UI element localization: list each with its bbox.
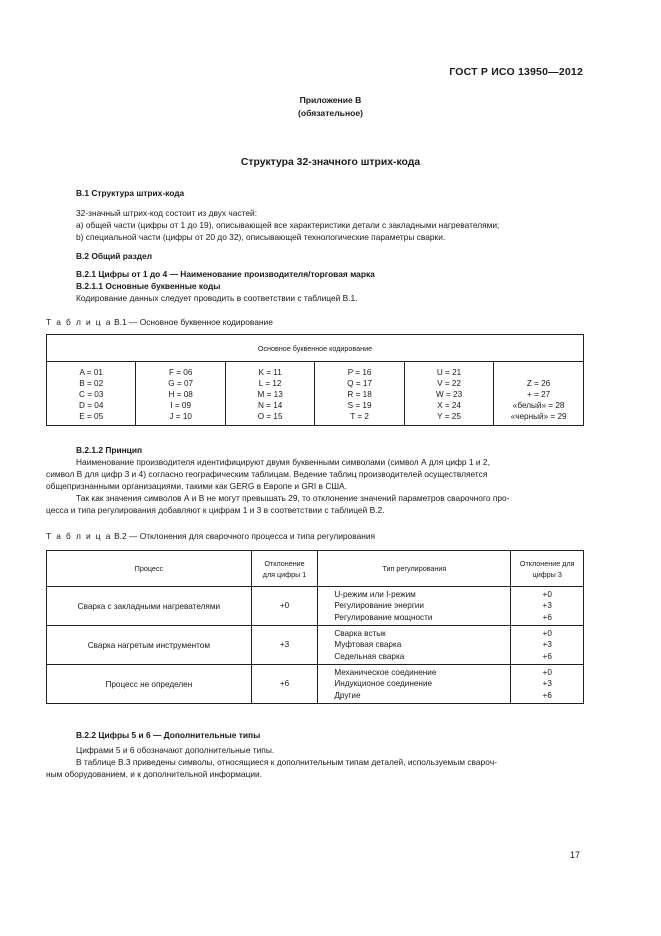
section-b212-heading: В.2.1.2 Принцип	[76, 445, 143, 455]
b1-item-a: а) общей части (цифры от 1 до 19), описывающей все характеристики детали с закладными нагревателями;	[76, 220, 500, 230]
dev3-item: +6	[542, 612, 552, 622]
process-cell: Сварка с закладными нагревателями	[47, 587, 252, 626]
b212-line-2: символ В для цифр 3 и 4) согласно географическим таблицам. Ведение таблиц производителей осуществляется	[46, 469, 488, 479]
section-b22-heading: В.2.2 Цифры 5 и 6 — Дополнительные типы	[76, 730, 261, 740]
page-number: 17	[570, 850, 581, 860]
dev3-item: +0	[542, 628, 552, 638]
dev3-item: +0	[542, 667, 552, 677]
b1-item-b: b) специальной части (цифры от 20 до 32), описывающей технологические параметры сварки.	[76, 232, 446, 242]
reg-item: Индукционое соединение	[334, 679, 433, 689]
code-cell: M = 13	[257, 389, 283, 399]
table2-header-dev1	[251, 551, 318, 587]
code-cell: P = 16	[347, 367, 372, 377]
header-line: для цифры 1	[262, 569, 307, 579]
section-b2-heading: В.2 Общий раздел	[76, 251, 153, 261]
header-line: Отклонение для	[519, 558, 575, 568]
dev1-cell: +6	[251, 665, 318, 704]
appendix-status: (обязательное)	[297, 108, 364, 118]
table1-col-5	[404, 362, 493, 426]
table1-col-3	[225, 362, 314, 426]
code-cell: T = 2	[350, 411, 369, 421]
code-cell: W = 23	[435, 389, 463, 399]
table2-caption-prefix: Т а б л и ц а	[46, 531, 112, 541]
code-cell: R = 18	[347, 389, 372, 399]
code-cell: S = 19	[347, 400, 372, 410]
dev3-item: +6	[542, 690, 552, 700]
b212-line-5: цесса и типа регулирования добавляют к цифрам 1 и 3 в соответствии с таблицей В.2.	[46, 505, 385, 515]
reg-item: Другие	[334, 690, 361, 700]
reg-item: Муфтовая сварка	[334, 640, 402, 650]
table1-caption-prefix: Т а б л и ц а	[46, 317, 112, 327]
table-row	[47, 626, 584, 665]
code-cell: A = 01	[79, 367, 103, 377]
code-cell: J = 10	[169, 411, 192, 421]
reg-item: Седельная сварка	[334, 651, 405, 661]
code-cell: O = 15	[257, 411, 283, 421]
reg-cell	[318, 626, 511, 665]
code-cell: N = 14	[257, 400, 283, 410]
reg-cell	[318, 587, 511, 626]
reg-item: Сварка встык	[334, 628, 386, 638]
dev3-cell	[511, 665, 584, 704]
table2-caption-rest: В.2 — Отклонения для сварочного процесса и типа регулирования	[114, 531, 376, 541]
dev1-cell: +0	[251, 587, 318, 626]
code-cell: + = 27	[527, 389, 551, 399]
process-cell: Сварка нагретым инструментом	[47, 626, 252, 665]
section-b21-heading: В.2.1 Цифры от 1 до 4 — Наименование производителя/торговая марка	[76, 269, 375, 279]
code-cell: K = 11	[258, 367, 282, 377]
dev3-cell	[511, 587, 584, 626]
table-row	[47, 587, 584, 626]
b22-line-2: В таблице В.3 приведены символы, относящиеся к дополнительным типам деталей, используемым сварoч-	[76, 757, 498, 767]
reg-item: Регулирование энергии	[334, 601, 424, 611]
section-b211-heading: В.2.1.1 Основные буквенные коды	[76, 281, 221, 291]
table1-col-2	[136, 362, 225, 426]
code-cell: F = 06	[168, 367, 193, 377]
dev3-item: +3	[542, 640, 552, 650]
code-cell: Y = 25	[437, 411, 461, 421]
code-cell: C = 03	[79, 389, 104, 399]
dev1-cell: +3	[251, 626, 318, 665]
reg-cell	[318, 665, 511, 704]
code-cell: U = 21	[436, 367, 462, 377]
table1-col-4	[315, 362, 404, 426]
b22-line-1: Цифрами 5 и 6 обозначают дополнительные типы.	[76, 745, 275, 755]
code-cell: E = 05	[79, 411, 104, 421]
dev3-item: +6	[542, 651, 552, 661]
document-code: ГОСТ Р ИСО 13950—2012	[449, 66, 583, 78]
code-cell: «белый» = 28	[512, 400, 565, 410]
table1-caption-rest: В.1 — Основное буквенное кодирование	[114, 317, 273, 327]
b212-line-4: Так как значения символов А и В не могут превышать 29, то отклонение значений параметров сварочного про-	[76, 493, 510, 503]
table1-col-6	[494, 362, 584, 426]
code-cell: V = 22	[437, 378, 461, 388]
table1-caption	[46, 317, 273, 327]
table-deviations	[46, 550, 584, 704]
dev3-item: +3	[542, 601, 552, 611]
code-cell: G = 07	[168, 378, 194, 388]
header-line: цифры 3	[532, 569, 562, 579]
b212-line-3: общепризнанными организациями, такими как GERG в Европе и GRI в США.	[46, 481, 347, 491]
code-cell: «черный» = 29	[510, 411, 567, 421]
code-cell: L = 12	[258, 378, 282, 388]
table-row	[47, 665, 584, 704]
code-cell: Z = 26	[526, 378, 551, 388]
table2-header-reg: Тип регулирования	[318, 551, 511, 587]
process-cell: Процесс не определен	[47, 665, 252, 704]
code-cell: B = 02	[79, 378, 104, 388]
table1-header: Основное буквенное кодирование	[47, 335, 584, 362]
reg-item: Механическое соединение	[334, 667, 437, 677]
table2-header-dev3	[511, 551, 584, 587]
dev3-item: +3	[542, 679, 552, 689]
code-cell: Q = 17	[347, 378, 372, 388]
b212-line-1: Наименование производителя идентифицируют двумя буквенными символами (символ А для цифр 1 и 2,	[76, 457, 490, 467]
code-cell: X = 24	[437, 400, 461, 410]
table2-caption	[46, 531, 375, 541]
main-title: Структура 32-значного штрих-кода	[240, 157, 421, 168]
dev3-cell	[511, 626, 584, 665]
code-cell: I = 09	[170, 400, 192, 410]
b22-line-3: ным оборудованием, и к дополнительной информации.	[46, 769, 263, 779]
header-line: Отклонение	[264, 558, 305, 568]
b211-text: Кодирование данных следует проводить в соответствии с таблицей В.1.	[76, 293, 358, 303]
section-b1-heading: В.1 Структура штрих-кода	[76, 188, 185, 198]
table2-header-process: Процесс	[47, 551, 252, 587]
dev3-item: +0	[542, 589, 552, 599]
code-cell: H = 08	[168, 389, 193, 399]
table1-col-1	[47, 362, 136, 426]
reg-item: Регулирование мощности	[334, 612, 433, 622]
reg-item: U-режим или I-режим	[334, 589, 416, 599]
b1-intro: 32-значный штрих-код состоит из двух частей:	[76, 208, 258, 218]
appendix-title: Приложение В	[299, 95, 362, 105]
code-cell: D = 04	[79, 400, 104, 410]
table-letter-coding	[46, 334, 584, 426]
